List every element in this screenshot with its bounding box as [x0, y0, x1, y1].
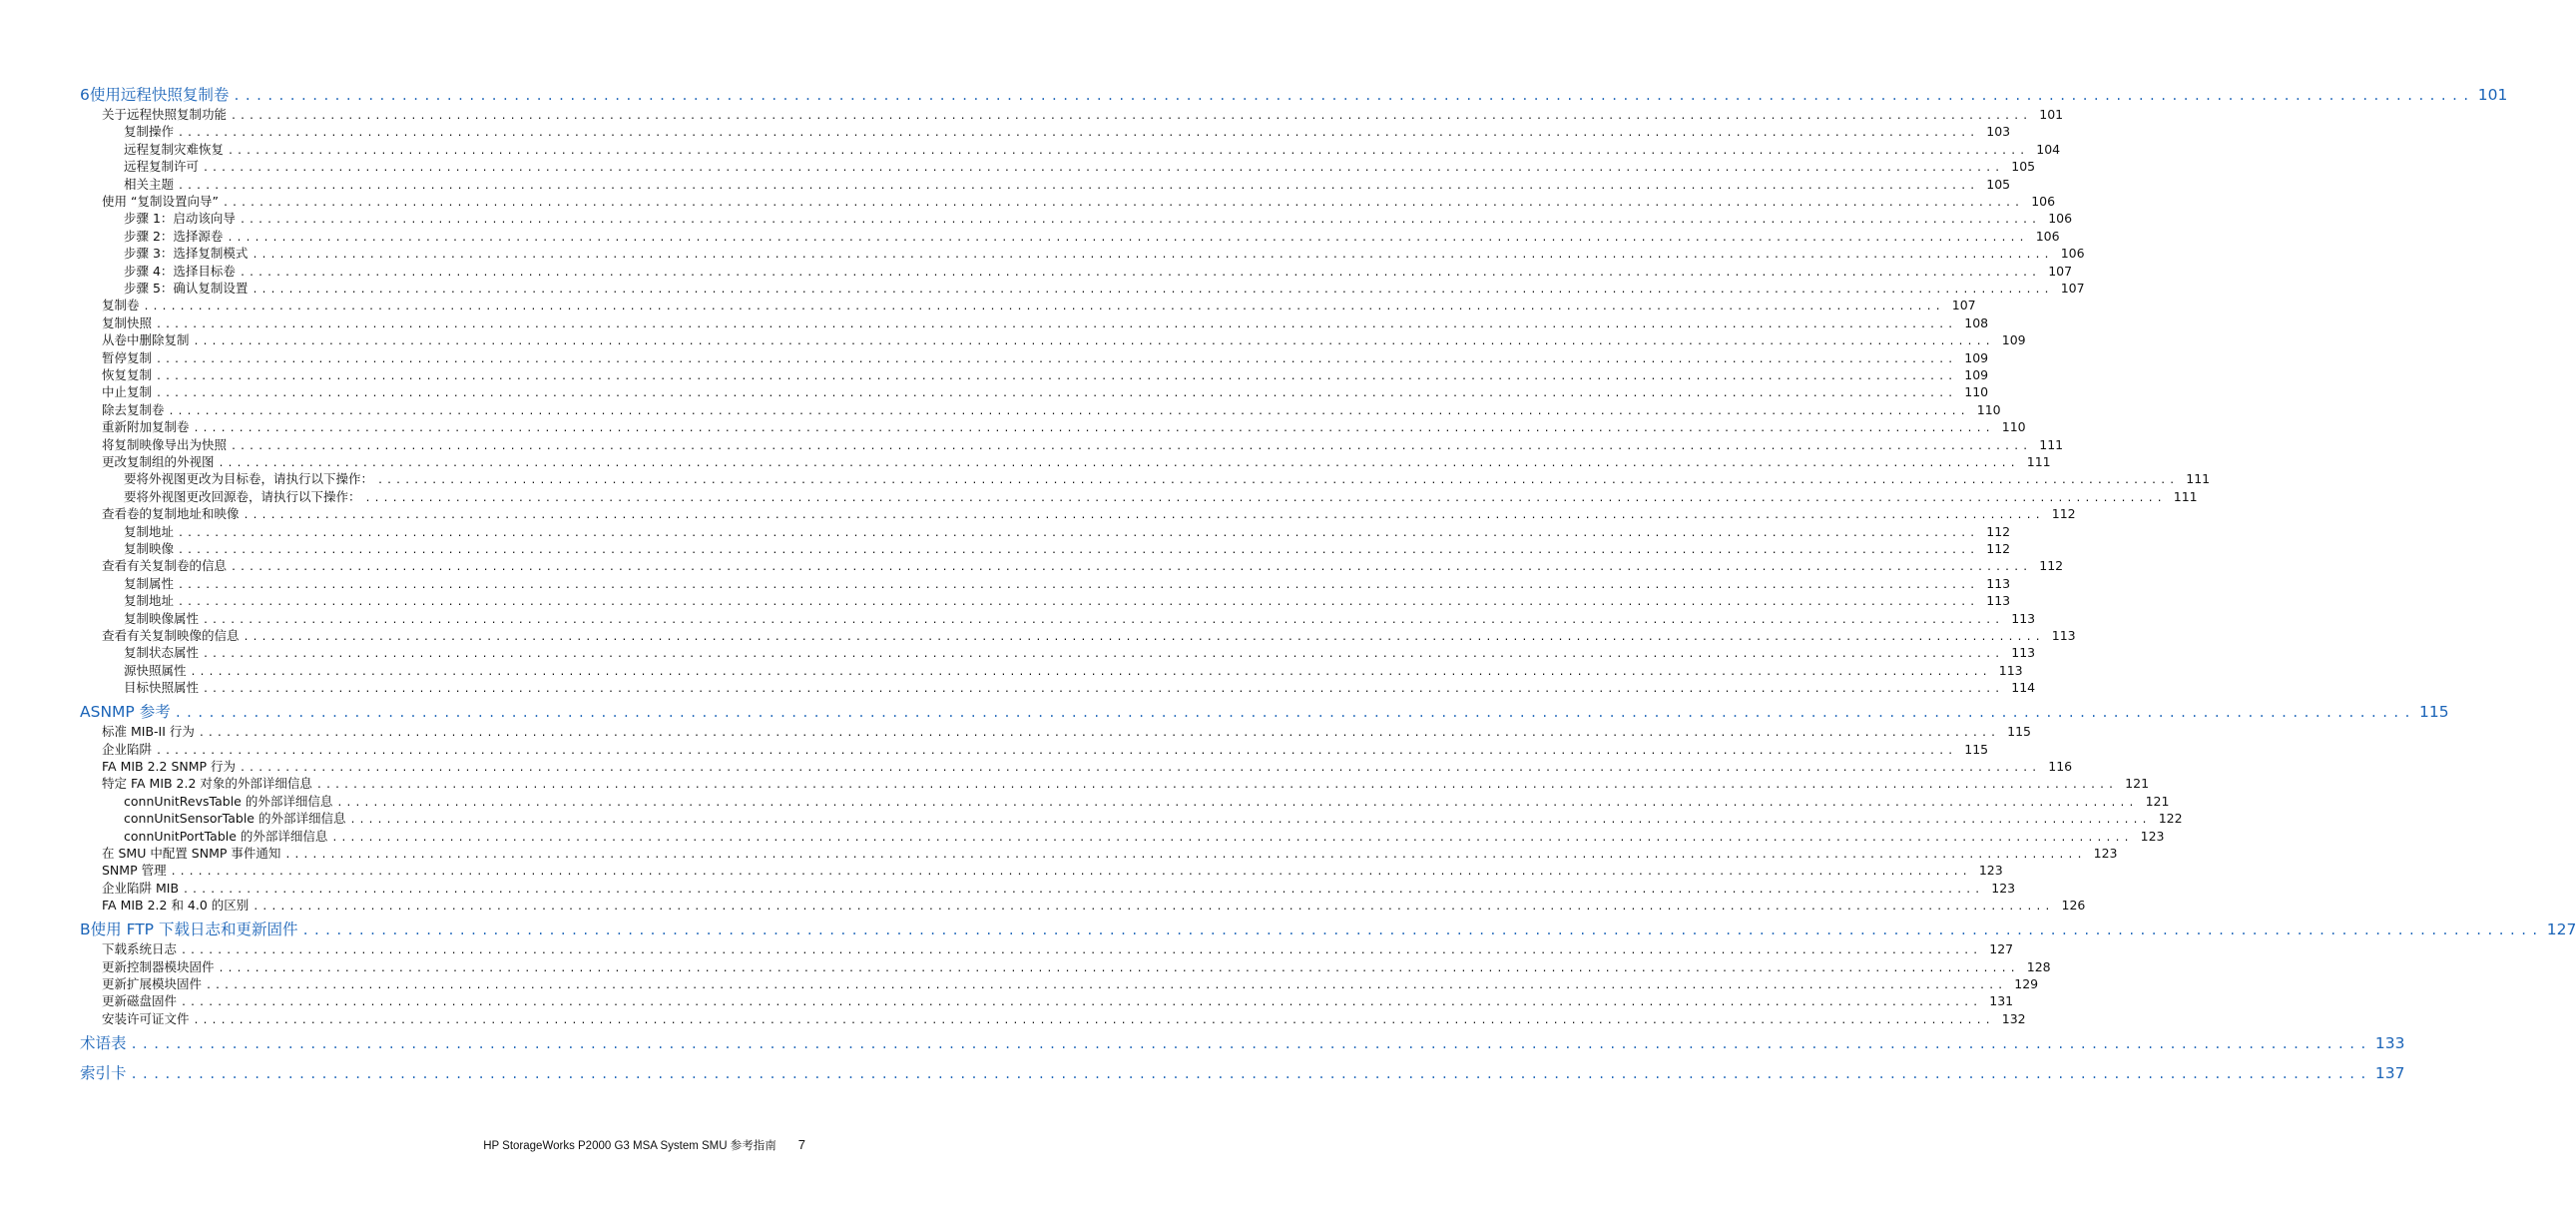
toc-entry-title: 更新控制器模块固件	[102, 958, 215, 974]
dot-leader: ........................................................................................................................................................................................................	[218, 962, 2019, 974]
dot-leader: ........................................................................................................................................................................................................	[252, 285, 2053, 296]
toc-page-number: 137	[2374, 1063, 2405, 1082]
toc-entry-title: 复制属性	[124, 575, 175, 591]
toc-chapter-entry[interactable]	[80, 84, 2508, 106]
toc-page-number: 116	[2048, 759, 2073, 774]
dot-leader: ........................................................................................................................................................................................................	[168, 405, 1969, 417]
dot-leader: ........................................................................................................................................................................................................	[227, 232, 2028, 244]
dot-leader: ........................................................................................................................................................................................................	[228, 145, 2029, 157]
dot-leader: ........................................................................................................................................................................................................	[178, 545, 1979, 556]
toc-entry-title: 复制映像	[124, 541, 175, 556]
toc-page-number: 101	[2039, 107, 2064, 122]
toc-page-number: 103	[1986, 124, 2011, 140]
dot-leader: ........................................................................................................................................................................................................	[183, 884, 1984, 896]
toc-page-number: 107	[2048, 263, 2073, 279]
toc-page-number: 126	[2061, 898, 2086, 914]
toc-entry-title: 重新附加复制卷	[102, 419, 190, 435]
toc-entry-title: 更新扩展模块固件	[102, 976, 203, 991]
toc-subsection-entry[interactable]	[124, 592, 2011, 609]
toc-section-entry[interactable]	[102, 940, 2014, 957]
dot-leader: ........................................................................................................................................................................................................	[156, 353, 1957, 365]
dot-leader: ........................................................................................................................................................................................................	[239, 215, 2041, 227]
toc-chapter-entry[interactable]	[80, 1062, 2405, 1084]
dot-leader: ........................................................................................................................................................................................................	[243, 632, 2044, 643]
toc-entry-title: connUnitSensorTable 的外部详细信息	[124, 811, 346, 827]
toc-chapter-number: 6	[80, 86, 90, 104]
toc-section-entry[interactable]	[102, 106, 2064, 123]
toc-page-number: 123	[1978, 863, 2003, 879]
toc-entry-title: FA MIB 2.2 SNMP 行为	[102, 759, 237, 774]
toc-entry-title: 复制地址	[124, 523, 175, 539]
toc-page-number: 111	[2186, 471, 2211, 487]
toc-chapter-number: B	[80, 920, 91, 939]
toc-entry-title: 步骤 5：确认复制设置	[124, 281, 249, 296]
dot-leader: ........................................................................................................................................................................................................	[349, 815, 2151, 827]
toc-chapter-number: A	[80, 703, 91, 722]
dot-leader: ........................................................................................................................................................................................................	[203, 684, 2004, 696]
toc-subsection-entry[interactable]	[124, 123, 2011, 140]
dot-leader: ........................................................................................................................................................................................................	[284, 850, 2086, 861]
toc-subsection-entry[interactable]	[124, 158, 2036, 175]
toc-page-number: 109	[1964, 367, 1989, 382]
toc-entry-title: 企业陷阱	[102, 741, 153, 757]
toc-page-number: 121	[2125, 776, 2150, 792]
toc-entry-title: 源快照属性	[124, 662, 187, 678]
toc-page-number: 131	[1989, 993, 2014, 1009]
toc-subsection-entry[interactable]	[124, 679, 2036, 696]
toc-page-number: 122	[2158, 811, 2183, 827]
toc-subsection-entry[interactable]	[124, 644, 2036, 661]
toc-page-number: 113	[1998, 662, 2023, 678]
dot-leader: ........................................................................................................................................................................................................	[233, 89, 2474, 103]
toc-page-number: 127	[1989, 941, 2014, 957]
toc-entry-title: 在 SMU 中配置 SNMP 事件通知	[102, 846, 281, 861]
toc-entry-title: 复制地址	[124, 593, 175, 609]
toc-chapter-entry[interactable]	[80, 919, 2576, 940]
toc-subsection-entry[interactable]	[124, 488, 2198, 505]
toc-section-entry[interactable]	[102, 314, 1989, 331]
toc-page-number: 108	[1964, 314, 1989, 330]
toc-page-number: 132	[2001, 1010, 2026, 1026]
dot-leader: ........................................................................................................................................................................................................	[130, 1036, 2371, 1051]
dot-leader: ........................................................................................................................................................................................................	[222, 198, 2024, 209]
toc-section-entry[interactable]	[102, 758, 2073, 775]
toc-section-entry[interactable]	[102, 958, 2051, 975]
toc-subsection-entry[interactable]	[124, 228, 2060, 245]
toc-entry-title: 标准 MIB-II 行为	[102, 724, 195, 740]
dot-leader: ........................................................................................................................................................................................................	[231, 562, 2032, 574]
toc-section-entry[interactable]	[102, 862, 2003, 879]
dot-leader: ........................................................................................................................................................................................................	[218, 458, 2019, 469]
toc-entry-title: 安装许可证文件	[102, 1010, 190, 1026]
dot-leader: ........................................................................................................................................................................................................	[331, 832, 2133, 844]
toc-entry-title: 从卷中删除复制	[102, 332, 190, 348]
toc-entry-title: 复制操作	[124, 124, 175, 140]
toc-section-entry[interactable]	[102, 418, 2026, 435]
toc-entry-title: SNMP 参考	[90, 703, 171, 722]
toc-page-number: 104	[2036, 141, 2061, 157]
dot-leader: ........................................................................................................................................................................................................	[178, 128, 1979, 140]
toc-entry-title: 步骤 1：启动该向导	[124, 211, 236, 227]
toc-entry-title: 使用 “复制设置向导”	[102, 194, 219, 209]
toc-page-number: 123	[2140, 828, 2165, 844]
dot-leader: ........................................................................................................................................................................................................	[181, 997, 1982, 1009]
toc-entry-title: 复制卷	[102, 298, 140, 313]
toc-page-number: 113	[2011, 645, 2036, 661]
toc-subsection-entry[interactable]	[124, 523, 2011, 540]
footer-page-number: 7	[797, 1137, 805, 1152]
toc-entry-title: 查看有关复制卷的信息	[102, 558, 228, 574]
dot-leader: ........................................................................................................................................................................................................	[193, 336, 1994, 348]
dot-leader: ........................................................................................................................................................................................................	[240, 763, 2041, 774]
dot-leader: ........................................................................................................................................................................................................	[243, 510, 2044, 522]
dot-leader: ........................................................................................................................................................................................................	[377, 475, 2179, 487]
toc-page-number: 105	[2011, 159, 2036, 175]
toc-page-number: 109	[1964, 349, 1989, 365]
dot-leader: ........................................................................................................................................................................................................	[252, 250, 2053, 262]
dot-leader: ........................................................................................................................................................................................................	[178, 180, 1979, 192]
toc-page-number: 106	[2048, 211, 2073, 227]
dot-leader: ........................................................................................................................................................................................................	[231, 440, 2032, 452]
toc-page-number: 111	[2173, 488, 2198, 504]
toc-page-number: 113	[2011, 610, 2036, 626]
toc-subsection-entry[interactable]	[124, 245, 2085, 262]
toc-entry-title: 关于远程快照复制功能	[102, 107, 228, 122]
toc-entry-title: 特定 FA MIB 2.2 对象的外部详细信息	[102, 776, 312, 792]
toc-page-number: 113	[1986, 593, 2011, 609]
dot-leader: ........................................................................................................................................................................................................	[253, 902, 2054, 914]
toc-entry-title: 下载系统日志	[102, 941, 178, 957]
toc-subsection-entry[interactable]	[124, 793, 2170, 810]
toc-page-number: 105	[1986, 176, 2011, 192]
toc-section-entry[interactable]	[102, 741, 1989, 758]
dot-leader: ........................................................................................................................................................................................................	[130, 1066, 2371, 1081]
dot-leader: ........................................................................................................................................................................................................	[203, 163, 2004, 175]
toc-entry-title: 使用远程快照复制卷	[89, 86, 230, 104]
dot-leader: ........................................................................................................................................................................................................	[206, 980, 2007, 991]
toc-entry-title: 远程复制灾难恢复	[124, 141, 225, 157]
toc-page-number: 112	[2039, 558, 2064, 574]
toc-chapter-entry[interactable]	[80, 701, 2449, 723]
toc-subsection-entry[interactable]	[124, 828, 2165, 845]
toc-entry-title: 步骤 4：选择目标卷	[124, 263, 236, 279]
toc-section-entry[interactable]	[102, 453, 2051, 470]
toc-page-number: 133	[2374, 1033, 2405, 1052]
page-footer	[299, 1137, 805, 1153]
toc-section-entry[interactable]	[102, 557, 2064, 574]
dot-leader: ........................................................................................................................................................................................................	[156, 371, 1957, 382]
toc-page-number: 115	[1964, 741, 1989, 757]
dot-leader: ........................................................................................................................................................................................................	[174, 706, 2415, 721]
dot-leader: ........................................................................................................................................................................................................	[190, 666, 1991, 678]
toc-entry-title: 使用 FTP 下载日志和更新固件	[90, 920, 298, 939]
toc-page-number: 109	[2001, 332, 2026, 348]
toc-section-entry[interactable]	[102, 349, 1989, 366]
dot-leader: ........................................................................................................................................................................................................	[178, 597, 1979, 609]
dot-leader: ........................................................................................................................................................................................................	[193, 1014, 1994, 1026]
toc-subsection-entry[interactable]	[124, 280, 2085, 297]
toc-page-number: 113	[1986, 575, 2011, 591]
toc-subsection-entry[interactable]	[124, 210, 2073, 227]
toc-entry-title: 恢复复制	[102, 367, 153, 382]
dot-leader: ........................................................................................................................................................................................................	[178, 527, 1979, 539]
toc-page-number: 123	[1991, 880, 2016, 896]
toc-section-entry[interactable]	[102, 880, 2016, 897]
toc-entry-title: connUnitRevsTable 的外部详细信息	[124, 793, 333, 809]
toc-entry-title: 复制映像属性	[124, 610, 200, 626]
toc-entry-title: 要将外视图更改回源卷，请执行以下操作：	[124, 488, 361, 504]
toc-page-number: 115	[2007, 724, 2031, 740]
toc-entry-title: 步骤 2：选择源卷	[124, 228, 224, 244]
toc-entry-title: 术语表	[80, 1033, 127, 1052]
dot-leader: ........................................................................................................................................................................................................	[203, 614, 2004, 626]
toc-subsection-entry[interactable]	[124, 540, 2011, 557]
toc-entry-title: 更新磁盘固件	[102, 993, 178, 1009]
toc-entry-title: 复制快照	[102, 314, 153, 330]
footer-title: HP StorageWorks P2000 G3 MSA System SMU 参考指南	[483, 1140, 776, 1152]
toc-entry-title: 查看有关复制映像的信息	[102, 628, 240, 643]
toc-page-number: 106	[2060, 246, 2085, 262]
toc-section-entry[interactable]	[102, 1010, 2026, 1027]
toc-page-number: 128	[2026, 958, 2051, 974]
toc-page-number: 106	[2035, 228, 2060, 244]
toc-page-number: 107	[2060, 281, 2085, 296]
toc-page-number: 127	[2546, 920, 2576, 939]
toc-entry-title: connUnitPortTable 的外部详细信息	[124, 828, 328, 844]
toc-entry-title: 步骤 3：选择复制模式	[124, 246, 249, 262]
toc-page-number: 106	[2031, 194, 2056, 209]
dot-leader: ........................................................................................................................................................................................................	[315, 780, 2118, 792]
toc-section-entry[interactable]	[102, 436, 2064, 453]
toc-entry-title: 目标快照属性	[124, 680, 200, 696]
toc-subsection-entry[interactable]	[124, 176, 2011, 193]
dot-leader: ........................................................................................................................................................................................................	[336, 797, 2138, 809]
dot-leader: ........................................................................................................................................................................................................	[156, 318, 1957, 330]
toc-entry-title: 将复制映像导出为快照	[102, 436, 228, 452]
toc-page-number: 110	[1964, 384, 1989, 400]
toc-subsection-entry[interactable]	[124, 575, 2011, 592]
toc-entry-title: 远程复制许可	[124, 159, 200, 175]
toc-section-entry[interactable]	[102, 297, 1976, 313]
dot-leader: ........................................................................................................................................................................................................	[170, 867, 1971, 879]
toc-section-entry[interactable]	[102, 775, 2150, 792]
toc-section-entry[interactable]	[102, 845, 2118, 862]
toc-entry-title: 要将外视图更改为目标卷，请执行以下操作：	[124, 471, 374, 487]
toc-page-number: 110	[2001, 419, 2026, 435]
dot-leader: ........................................................................................................................................................................................................	[364, 492, 2166, 504]
toc-section-entry[interactable]	[102, 331, 2026, 348]
toc-page-number: 123	[2093, 846, 2118, 861]
toc-entry-title: 更改复制组的外视图	[102, 454, 215, 469]
dot-leader: ........................................................................................................................................................................................................	[143, 302, 1944, 313]
toc-page-number: 121	[2145, 793, 2170, 809]
toc-entry-title: 中止复制	[102, 384, 153, 400]
toc-page-number: 129	[2014, 976, 2039, 991]
toc-section-entry[interactable]	[102, 975, 2039, 992]
dot-leader: ........................................................................................................................................................................................................	[193, 423, 1994, 435]
toc-entry-title: 查看卷的复制地址和映像	[102, 506, 240, 522]
toc-section-entry[interactable]	[102, 193, 2056, 210]
toc-subsection-entry[interactable]	[124, 662, 2023, 679]
toc-subsection-entry[interactable]	[124, 263, 2073, 280]
toc-page-number: 110	[1976, 401, 2001, 417]
dot-leader: ........................................................................................................................................................................................................	[156, 388, 1957, 400]
dot-leader: ........................................................................................................................................................................................................	[203, 649, 2004, 661]
toc-entry-title: 除去复制卷	[102, 401, 165, 417]
toc-entry-title: 暂停复制	[102, 349, 153, 365]
dot-leader: ........................................................................................................................................................................................................	[156, 745, 1957, 757]
dot-leader: ........................................................................................................................................................................................................	[231, 111, 2032, 122]
toc-page-number: 115	[2419, 703, 2449, 722]
toc-section-entry[interactable]	[102, 505, 2076, 522]
dot-leader: ........................................................................................................................................................................................................	[239, 267, 2041, 279]
toc-subsection-entry[interactable]	[124, 610, 2036, 627]
dot-leader: ........................................................................................................................................................................................................	[198, 728, 1999, 740]
toc-entry-title: 相关主题	[124, 176, 175, 192]
toc-page-number: 111	[2026, 454, 2051, 469]
toc-page-number: 111	[2039, 436, 2064, 452]
toc-entry-title: 企业陷阱 MIB	[102, 880, 180, 896]
dot-leader: ........................................................................................................................................................................................................	[178, 579, 1979, 591]
toc-entry-title: 索引卡	[80, 1063, 127, 1082]
toc-entry-title: 复制状态属性	[124, 645, 200, 661]
toc-section-entry[interactable]	[102, 401, 2001, 418]
toc-subsection-entry[interactable]	[124, 141, 2061, 158]
dot-leader: ........................................................................................................................................................................................................	[301, 923, 2543, 938]
toc-page-number: 112	[2051, 506, 2076, 522]
toc-page-number: 107	[1951, 298, 1976, 313]
toc-subsection-entry[interactable]	[124, 810, 2183, 827]
toc-section-entry[interactable]	[102, 897, 2086, 914]
toc-page-number: 112	[1986, 523, 2011, 539]
dot-leader: ........................................................................................................................................................................................................	[181, 945, 1982, 957]
toc-section-entry[interactable]	[102, 992, 2014, 1009]
toc-section-entry[interactable]	[102, 723, 2031, 740]
toc-page-number: 113	[2051, 628, 2076, 643]
toc-chapter-entry[interactable]	[80, 1032, 2405, 1054]
toc-section-entry[interactable]	[102, 627, 2076, 644]
toc-entry-title: FA MIB 2.2 和 4.0 的区别	[102, 898, 250, 914]
toc-section-entry[interactable]	[102, 383, 1989, 400]
toc-page-number: 114	[2011, 680, 2036, 696]
toc-page-number: 101	[2477, 86, 2508, 104]
toc-section-entry[interactable]	[102, 366, 1989, 383]
toc-page-number: 112	[1986, 541, 2011, 556]
toc-entry-title: SNMP 管理	[102, 863, 167, 879]
toc-subsection-entry[interactable]	[124, 470, 2211, 487]
